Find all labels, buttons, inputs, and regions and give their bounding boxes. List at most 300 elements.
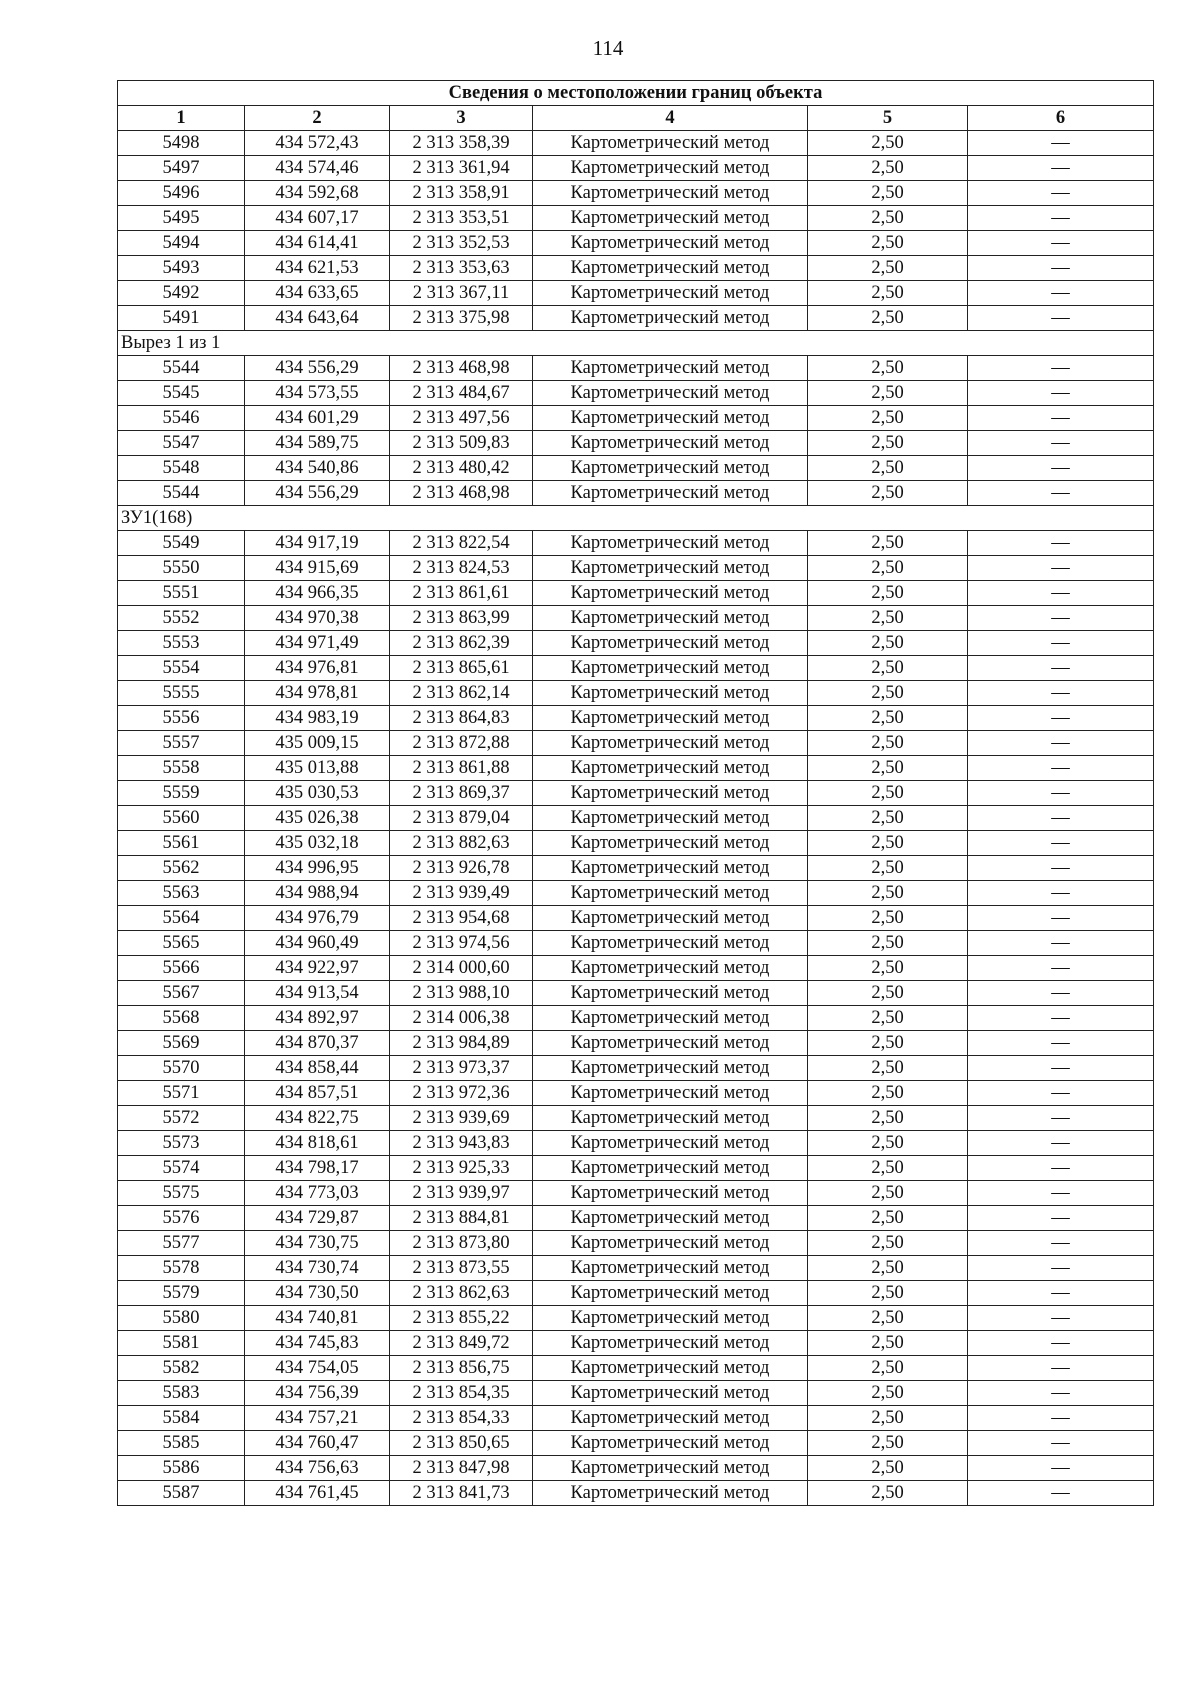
column-header-4: 4 xyxy=(533,106,808,131)
column-header-2: 2 xyxy=(245,106,390,131)
point-number-cell: 5550 xyxy=(118,556,245,581)
accuracy-cell: 2,50 xyxy=(808,906,968,931)
y-coordinate-cell: 2 313 943,83 xyxy=(390,1131,533,1156)
method-cell: Картометрический метод xyxy=(533,881,808,906)
table-row xyxy=(118,231,1154,256)
description-cell: — xyxy=(968,281,1154,306)
table-title-row xyxy=(118,81,1154,106)
description-cell: — xyxy=(968,131,1154,156)
x-coordinate-cell: 434 798,17 xyxy=(245,1156,390,1181)
description-cell: — xyxy=(968,931,1154,956)
accuracy-cell: 2,50 xyxy=(808,1406,968,1431)
description-cell: — xyxy=(968,256,1154,281)
table-row xyxy=(118,1456,1154,1481)
method-cell: Картометрический метод xyxy=(533,806,808,831)
section-row xyxy=(118,506,1154,531)
point-number-cell: 5575 xyxy=(118,1181,245,1206)
x-coordinate-cell: 434 730,50 xyxy=(245,1281,390,1306)
method-cell: Картометрический метод xyxy=(533,1006,808,1031)
column-header-5: 5 xyxy=(808,106,968,131)
description-cell: — xyxy=(968,1106,1154,1131)
description-cell: — xyxy=(968,731,1154,756)
accuracy-cell: 2,50 xyxy=(808,1431,968,1456)
method-cell: Картометрический метод xyxy=(533,556,808,581)
point-number-cell: 5558 xyxy=(118,756,245,781)
accuracy-cell: 2,50 xyxy=(808,1481,968,1506)
method-cell: Картометрический метод xyxy=(533,1431,808,1456)
accuracy-cell: 2,50 xyxy=(808,731,968,756)
table-row xyxy=(118,1131,1154,1156)
accuracy-cell: 2,50 xyxy=(808,306,968,331)
table-row xyxy=(118,306,1154,331)
y-coordinate-cell: 2 313 353,51 xyxy=(390,206,533,231)
point-number-cell: 5557 xyxy=(118,731,245,756)
point-number-cell: 5571 xyxy=(118,1081,245,1106)
y-coordinate-cell: 2 313 841,73 xyxy=(390,1481,533,1506)
description-cell: — xyxy=(968,1081,1154,1106)
y-coordinate-cell: 2 313 854,35 xyxy=(390,1381,533,1406)
table-row xyxy=(118,456,1154,481)
x-coordinate-cell: 434 729,87 xyxy=(245,1206,390,1231)
table-row xyxy=(118,1231,1154,1256)
point-number-cell: 5586 xyxy=(118,1456,245,1481)
y-coordinate-cell: 2 313 484,67 xyxy=(390,381,533,406)
description-cell: — xyxy=(968,156,1154,181)
table-row xyxy=(118,181,1154,206)
accuracy-cell: 2,50 xyxy=(808,1156,968,1181)
y-coordinate-cell: 2 314 000,60 xyxy=(390,956,533,981)
table-row xyxy=(118,1056,1154,1081)
point-number-cell: 5559 xyxy=(118,781,245,806)
x-coordinate-cell: 434 556,29 xyxy=(245,481,390,506)
point-number-cell: 5554 xyxy=(118,656,245,681)
description-cell: — xyxy=(968,631,1154,656)
table-row xyxy=(118,806,1154,831)
y-coordinate-cell: 2 313 939,69 xyxy=(390,1106,533,1131)
table-row xyxy=(118,1431,1154,1456)
y-coordinate-cell: 2 313 882,63 xyxy=(390,831,533,856)
column-header-1: 1 xyxy=(118,106,245,131)
method-cell: Картометрический метод xyxy=(533,656,808,681)
accuracy-cell: 2,50 xyxy=(808,606,968,631)
y-coordinate-cell: 2 313 974,56 xyxy=(390,931,533,956)
point-number-cell: 5581 xyxy=(118,1331,245,1356)
description-cell: — xyxy=(968,456,1154,481)
point-number-cell: 5491 xyxy=(118,306,245,331)
description-cell: — xyxy=(968,706,1154,731)
description-cell: — xyxy=(968,1306,1154,1331)
method-cell: Картометрический метод xyxy=(533,1031,808,1056)
x-coordinate-cell: 434 621,53 xyxy=(245,256,390,281)
description-cell: — xyxy=(968,956,1154,981)
y-coordinate-cell: 2 313 358,91 xyxy=(390,181,533,206)
table-row xyxy=(118,1081,1154,1106)
table-row xyxy=(118,256,1154,281)
description-cell: — xyxy=(968,531,1154,556)
column-header-3: 3 xyxy=(390,106,533,131)
accuracy-cell: 2,50 xyxy=(808,531,968,556)
accuracy-cell: 2,50 xyxy=(808,156,968,181)
table-row xyxy=(118,1156,1154,1181)
point-number-cell: 5498 xyxy=(118,131,245,156)
point-number-cell: 5545 xyxy=(118,381,245,406)
description-cell: — xyxy=(968,1206,1154,1231)
description-cell: — xyxy=(968,756,1154,781)
description-cell: — xyxy=(968,1281,1154,1306)
point-number-cell: 5587 xyxy=(118,1481,245,1506)
accuracy-cell: 2,50 xyxy=(808,1181,968,1206)
y-coordinate-cell: 2 313 353,63 xyxy=(390,256,533,281)
method-cell: Картометрический метод xyxy=(533,456,808,481)
accuracy-cell: 2,50 xyxy=(808,1106,968,1131)
x-coordinate-cell: 434 870,37 xyxy=(245,1031,390,1056)
point-number-cell: 5549 xyxy=(118,531,245,556)
y-coordinate-cell: 2 313 869,37 xyxy=(390,781,533,806)
accuracy-cell: 2,50 xyxy=(808,381,968,406)
x-coordinate-cell: 434 572,43 xyxy=(245,131,390,156)
description-cell: — xyxy=(968,481,1154,506)
point-number-cell: 5547 xyxy=(118,431,245,456)
accuracy-cell: 2,50 xyxy=(808,1331,968,1356)
point-number-cell: 5577 xyxy=(118,1231,245,1256)
x-coordinate-cell: 434 740,81 xyxy=(245,1306,390,1331)
description-cell: — xyxy=(968,1056,1154,1081)
point-number-cell: 5580 xyxy=(118,1306,245,1331)
table-row xyxy=(118,656,1154,681)
point-number-cell: 5494 xyxy=(118,231,245,256)
y-coordinate-cell: 2 313 352,53 xyxy=(390,231,533,256)
description-cell: — xyxy=(968,406,1154,431)
accuracy-cell: 2,50 xyxy=(808,931,968,956)
x-coordinate-cell: 434 917,19 xyxy=(245,531,390,556)
accuracy-cell: 2,50 xyxy=(808,556,968,581)
x-coordinate-cell: 434 922,97 xyxy=(245,956,390,981)
x-coordinate-cell: 434 761,45 xyxy=(245,1481,390,1506)
y-coordinate-cell: 2 313 361,94 xyxy=(390,156,533,181)
x-coordinate-cell: 434 601,29 xyxy=(245,406,390,431)
accuracy-cell: 2,50 xyxy=(808,1456,968,1481)
y-coordinate-cell: 2 313 873,55 xyxy=(390,1256,533,1281)
point-number-cell: 5569 xyxy=(118,1031,245,1056)
point-number-cell: 5574 xyxy=(118,1156,245,1181)
point-number-cell: 5579 xyxy=(118,1281,245,1306)
accuracy-cell: 2,50 xyxy=(808,756,968,781)
point-number-cell: 5552 xyxy=(118,606,245,631)
accuracy-cell: 2,50 xyxy=(808,1131,968,1156)
y-coordinate-cell: 2 313 939,49 xyxy=(390,881,533,906)
point-number-cell: 5544 xyxy=(118,481,245,506)
table-row xyxy=(118,1406,1154,1431)
accuracy-cell: 2,50 xyxy=(808,131,968,156)
x-coordinate-cell: 434 966,35 xyxy=(245,581,390,606)
description-cell: — xyxy=(968,1456,1154,1481)
description-cell: — xyxy=(968,806,1154,831)
point-number-cell: 5567 xyxy=(118,981,245,1006)
y-coordinate-cell: 2 313 872,88 xyxy=(390,731,533,756)
table-row xyxy=(118,581,1154,606)
x-coordinate-cell: 434 756,39 xyxy=(245,1381,390,1406)
table-row xyxy=(118,856,1154,881)
table-row xyxy=(118,1381,1154,1406)
accuracy-cell: 2,50 xyxy=(808,956,968,981)
description-cell: — xyxy=(968,831,1154,856)
x-coordinate-cell: 434 983,19 xyxy=(245,706,390,731)
point-number-cell: 5546 xyxy=(118,406,245,431)
point-number-cell: 5496 xyxy=(118,181,245,206)
y-coordinate-cell: 2 313 884,81 xyxy=(390,1206,533,1231)
y-coordinate-cell: 2 313 822,54 xyxy=(390,531,533,556)
accuracy-cell: 2,50 xyxy=(808,431,968,456)
y-coordinate-cell: 2 313 972,36 xyxy=(390,1081,533,1106)
accuracy-cell: 2,50 xyxy=(808,831,968,856)
table-row xyxy=(118,781,1154,806)
y-coordinate-cell: 2 313 861,61 xyxy=(390,581,533,606)
table-row xyxy=(118,281,1154,306)
description-cell: — xyxy=(968,1006,1154,1031)
description-cell: — xyxy=(968,1031,1154,1056)
method-cell: Картометрический метод xyxy=(533,481,808,506)
table-row xyxy=(118,406,1154,431)
accuracy-cell: 2,50 xyxy=(808,356,968,381)
table-row xyxy=(118,731,1154,756)
table-row xyxy=(118,906,1154,931)
x-coordinate-cell: 434 573,55 xyxy=(245,381,390,406)
description-cell: — xyxy=(968,1431,1154,1456)
method-cell: Картометрический метод xyxy=(533,156,808,181)
point-number-cell: 5492 xyxy=(118,281,245,306)
table-row xyxy=(118,931,1154,956)
description-cell: — xyxy=(968,181,1154,206)
y-coordinate-cell: 2 313 984,89 xyxy=(390,1031,533,1056)
accuracy-cell: 2,50 xyxy=(808,681,968,706)
description-cell: — xyxy=(968,231,1154,256)
accuracy-cell: 2,50 xyxy=(808,656,968,681)
point-number-cell: 5565 xyxy=(118,931,245,956)
point-number-cell: 5583 xyxy=(118,1381,245,1406)
method-cell: Картометрический метод xyxy=(533,906,808,931)
y-coordinate-cell: 2 313 863,99 xyxy=(390,606,533,631)
description-cell: — xyxy=(968,356,1154,381)
page-number: 114 xyxy=(592,36,624,60)
y-coordinate-cell: 2 313 849,72 xyxy=(390,1331,533,1356)
description-cell: — xyxy=(968,1156,1154,1181)
method-cell: Картометрический метод xyxy=(533,631,808,656)
description-cell: — xyxy=(968,206,1154,231)
x-coordinate-cell: 434 730,74 xyxy=(245,1256,390,1281)
method-cell: Картометрический метод xyxy=(533,131,808,156)
table-row xyxy=(118,156,1154,181)
y-coordinate-cell: 2 313 873,80 xyxy=(390,1231,533,1256)
method-cell: Картометрический метод xyxy=(533,1131,808,1156)
method-cell: Картометрический метод xyxy=(533,431,808,456)
x-coordinate-cell: 434 760,47 xyxy=(245,1431,390,1456)
x-coordinate-cell: 434 607,17 xyxy=(245,206,390,231)
point-number-cell: 5497 xyxy=(118,156,245,181)
point-number-cell: 5572 xyxy=(118,1106,245,1131)
method-cell: Картометрический метод xyxy=(533,606,808,631)
method-cell: Картометрический метод xyxy=(533,306,808,331)
point-number-cell: 5563 xyxy=(118,881,245,906)
accuracy-cell: 2,50 xyxy=(808,231,968,256)
method-cell: Картометрический метод xyxy=(533,281,808,306)
method-cell: Картометрический метод xyxy=(533,1381,808,1406)
table-row xyxy=(118,881,1154,906)
x-coordinate-cell: 434 857,51 xyxy=(245,1081,390,1106)
point-number-cell: 5568 xyxy=(118,1006,245,1031)
description-cell: — xyxy=(968,1131,1154,1156)
table-row xyxy=(118,1206,1154,1231)
section-label: Вырез 1 из 1 xyxy=(118,331,1154,356)
x-coordinate-cell: 434 757,21 xyxy=(245,1406,390,1431)
description-cell: — xyxy=(968,1256,1154,1281)
x-coordinate-cell: 434 574,46 xyxy=(245,156,390,181)
accuracy-cell: 2,50 xyxy=(808,1256,968,1281)
x-coordinate-cell: 434 643,64 xyxy=(245,306,390,331)
accuracy-cell: 2,50 xyxy=(808,406,968,431)
accuracy-cell: 2,50 xyxy=(808,181,968,206)
y-coordinate-cell: 2 313 497,56 xyxy=(390,406,533,431)
accuracy-cell: 2,50 xyxy=(808,631,968,656)
description-cell: — xyxy=(968,981,1154,1006)
point-number-cell: 5544 xyxy=(118,356,245,381)
method-cell: Картометрический метод xyxy=(533,581,808,606)
method-cell: Картометрический метод xyxy=(533,1281,808,1306)
accuracy-cell: 2,50 xyxy=(808,1056,968,1081)
accuracy-cell: 2,50 xyxy=(808,881,968,906)
table-title: Сведения о местоположении границ объекта xyxy=(118,81,1154,106)
y-coordinate-cell: 2 313 358,39 xyxy=(390,131,533,156)
accuracy-cell: 2,50 xyxy=(808,1206,968,1231)
method-cell: Картометрический метод xyxy=(533,956,808,981)
method-cell: Картометрический метод xyxy=(533,681,808,706)
method-cell: Картометрический метод xyxy=(533,1456,808,1481)
accuracy-cell: 2,50 xyxy=(808,206,968,231)
table-row xyxy=(118,206,1154,231)
y-coordinate-cell: 2 313 973,37 xyxy=(390,1056,533,1081)
accuracy-cell: 2,50 xyxy=(808,1081,968,1106)
point-number-cell: 5564 xyxy=(118,906,245,931)
y-coordinate-cell: 2 313 468,98 xyxy=(390,356,533,381)
description-cell: — xyxy=(968,1331,1154,1356)
table-row xyxy=(118,1331,1154,1356)
boundary-coordinates-table xyxy=(117,80,1154,1506)
table-row xyxy=(118,1356,1154,1381)
accuracy-cell: 2,50 xyxy=(808,806,968,831)
x-coordinate-cell: 434 988,94 xyxy=(245,881,390,906)
x-coordinate-cell: 434 614,41 xyxy=(245,231,390,256)
x-coordinate-cell: 434 960,49 xyxy=(245,931,390,956)
method-cell: Картометрический метод xyxy=(533,1206,808,1231)
x-coordinate-cell: 434 730,75 xyxy=(245,1231,390,1256)
description-cell: — xyxy=(968,906,1154,931)
table-row xyxy=(118,631,1154,656)
x-coordinate-cell: 434 976,79 xyxy=(245,906,390,931)
y-coordinate-cell: 2 313 847,98 xyxy=(390,1456,533,1481)
point-number-cell: 5560 xyxy=(118,806,245,831)
method-cell: Картометрический метод xyxy=(533,856,808,881)
y-coordinate-cell: 2 313 824,53 xyxy=(390,556,533,581)
accuracy-cell: 2,50 xyxy=(808,1381,968,1406)
table-row xyxy=(118,981,1154,1006)
description-cell: — xyxy=(968,656,1154,681)
description-cell: — xyxy=(968,856,1154,881)
column-header-row xyxy=(118,106,1154,131)
table-row xyxy=(118,431,1154,456)
method-cell: Картометрический метод xyxy=(533,1081,808,1106)
method-cell: Картометрический метод xyxy=(533,1231,808,1256)
accuracy-cell: 2,50 xyxy=(808,481,968,506)
method-cell: Картометрический метод xyxy=(533,1156,808,1181)
x-coordinate-cell: 434 976,81 xyxy=(245,656,390,681)
method-cell: Картометрический метод xyxy=(533,1181,808,1206)
method-cell: Картометрический метод xyxy=(533,931,808,956)
table-row xyxy=(118,706,1154,731)
point-number-cell: 5584 xyxy=(118,1406,245,1431)
description-cell: — xyxy=(968,1406,1154,1431)
x-coordinate-cell: 434 892,97 xyxy=(245,1006,390,1031)
table-row xyxy=(118,1181,1154,1206)
y-coordinate-cell: 2 313 375,98 xyxy=(390,306,533,331)
table-row xyxy=(118,1006,1154,1031)
accuracy-cell: 2,50 xyxy=(808,1356,968,1381)
y-coordinate-cell: 2 313 861,88 xyxy=(390,756,533,781)
table-row xyxy=(118,1281,1154,1306)
method-cell: Картометрический метод xyxy=(533,1056,808,1081)
description-cell: — xyxy=(968,1231,1154,1256)
method-cell: Картометрический метод xyxy=(533,831,808,856)
point-number-cell: 5585 xyxy=(118,1431,245,1456)
table-row xyxy=(118,956,1154,981)
method-cell: Картометрический метод xyxy=(533,731,808,756)
x-coordinate-cell: 434 556,29 xyxy=(245,356,390,381)
point-number-cell: 5562 xyxy=(118,856,245,881)
table-row xyxy=(118,831,1154,856)
x-coordinate-cell: 434 540,86 xyxy=(245,456,390,481)
y-coordinate-cell: 2 313 367,11 xyxy=(390,281,533,306)
y-coordinate-cell: 2 313 862,14 xyxy=(390,681,533,706)
x-coordinate-cell: 434 756,63 xyxy=(245,1456,390,1481)
y-coordinate-cell: 2 313 468,98 xyxy=(390,481,533,506)
x-coordinate-cell: 434 818,61 xyxy=(245,1131,390,1156)
accuracy-cell: 2,50 xyxy=(808,281,968,306)
method-cell: Картометрический метод xyxy=(533,256,808,281)
y-coordinate-cell: 2 313 480,42 xyxy=(390,456,533,481)
point-number-cell: 5578 xyxy=(118,1256,245,1281)
accuracy-cell: 2,50 xyxy=(808,781,968,806)
description-cell: — xyxy=(968,431,1154,456)
y-coordinate-cell: 2 313 855,22 xyxy=(390,1306,533,1331)
y-coordinate-cell: 2 313 865,61 xyxy=(390,656,533,681)
method-cell: Картометрический метод xyxy=(533,531,808,556)
method-cell: Картометрический метод xyxy=(533,1481,808,1506)
point-number-cell: 5561 xyxy=(118,831,245,856)
accuracy-cell: 2,50 xyxy=(808,256,968,281)
y-coordinate-cell: 2 313 509,83 xyxy=(390,431,533,456)
point-number-cell: 5493 xyxy=(118,256,245,281)
description-cell: — xyxy=(968,556,1154,581)
accuracy-cell: 2,50 xyxy=(808,1231,968,1256)
section-label: ЗУ1(168) xyxy=(118,506,1154,531)
table-row xyxy=(118,681,1154,706)
accuracy-cell: 2,50 xyxy=(808,981,968,1006)
description-cell: — xyxy=(968,781,1154,806)
accuracy-cell: 2,50 xyxy=(808,1281,968,1306)
x-coordinate-cell: 434 996,95 xyxy=(245,856,390,881)
x-coordinate-cell: 434 633,65 xyxy=(245,281,390,306)
x-coordinate-cell: 434 915,69 xyxy=(245,556,390,581)
description-cell: — xyxy=(968,581,1154,606)
x-coordinate-cell: 434 978,81 xyxy=(245,681,390,706)
